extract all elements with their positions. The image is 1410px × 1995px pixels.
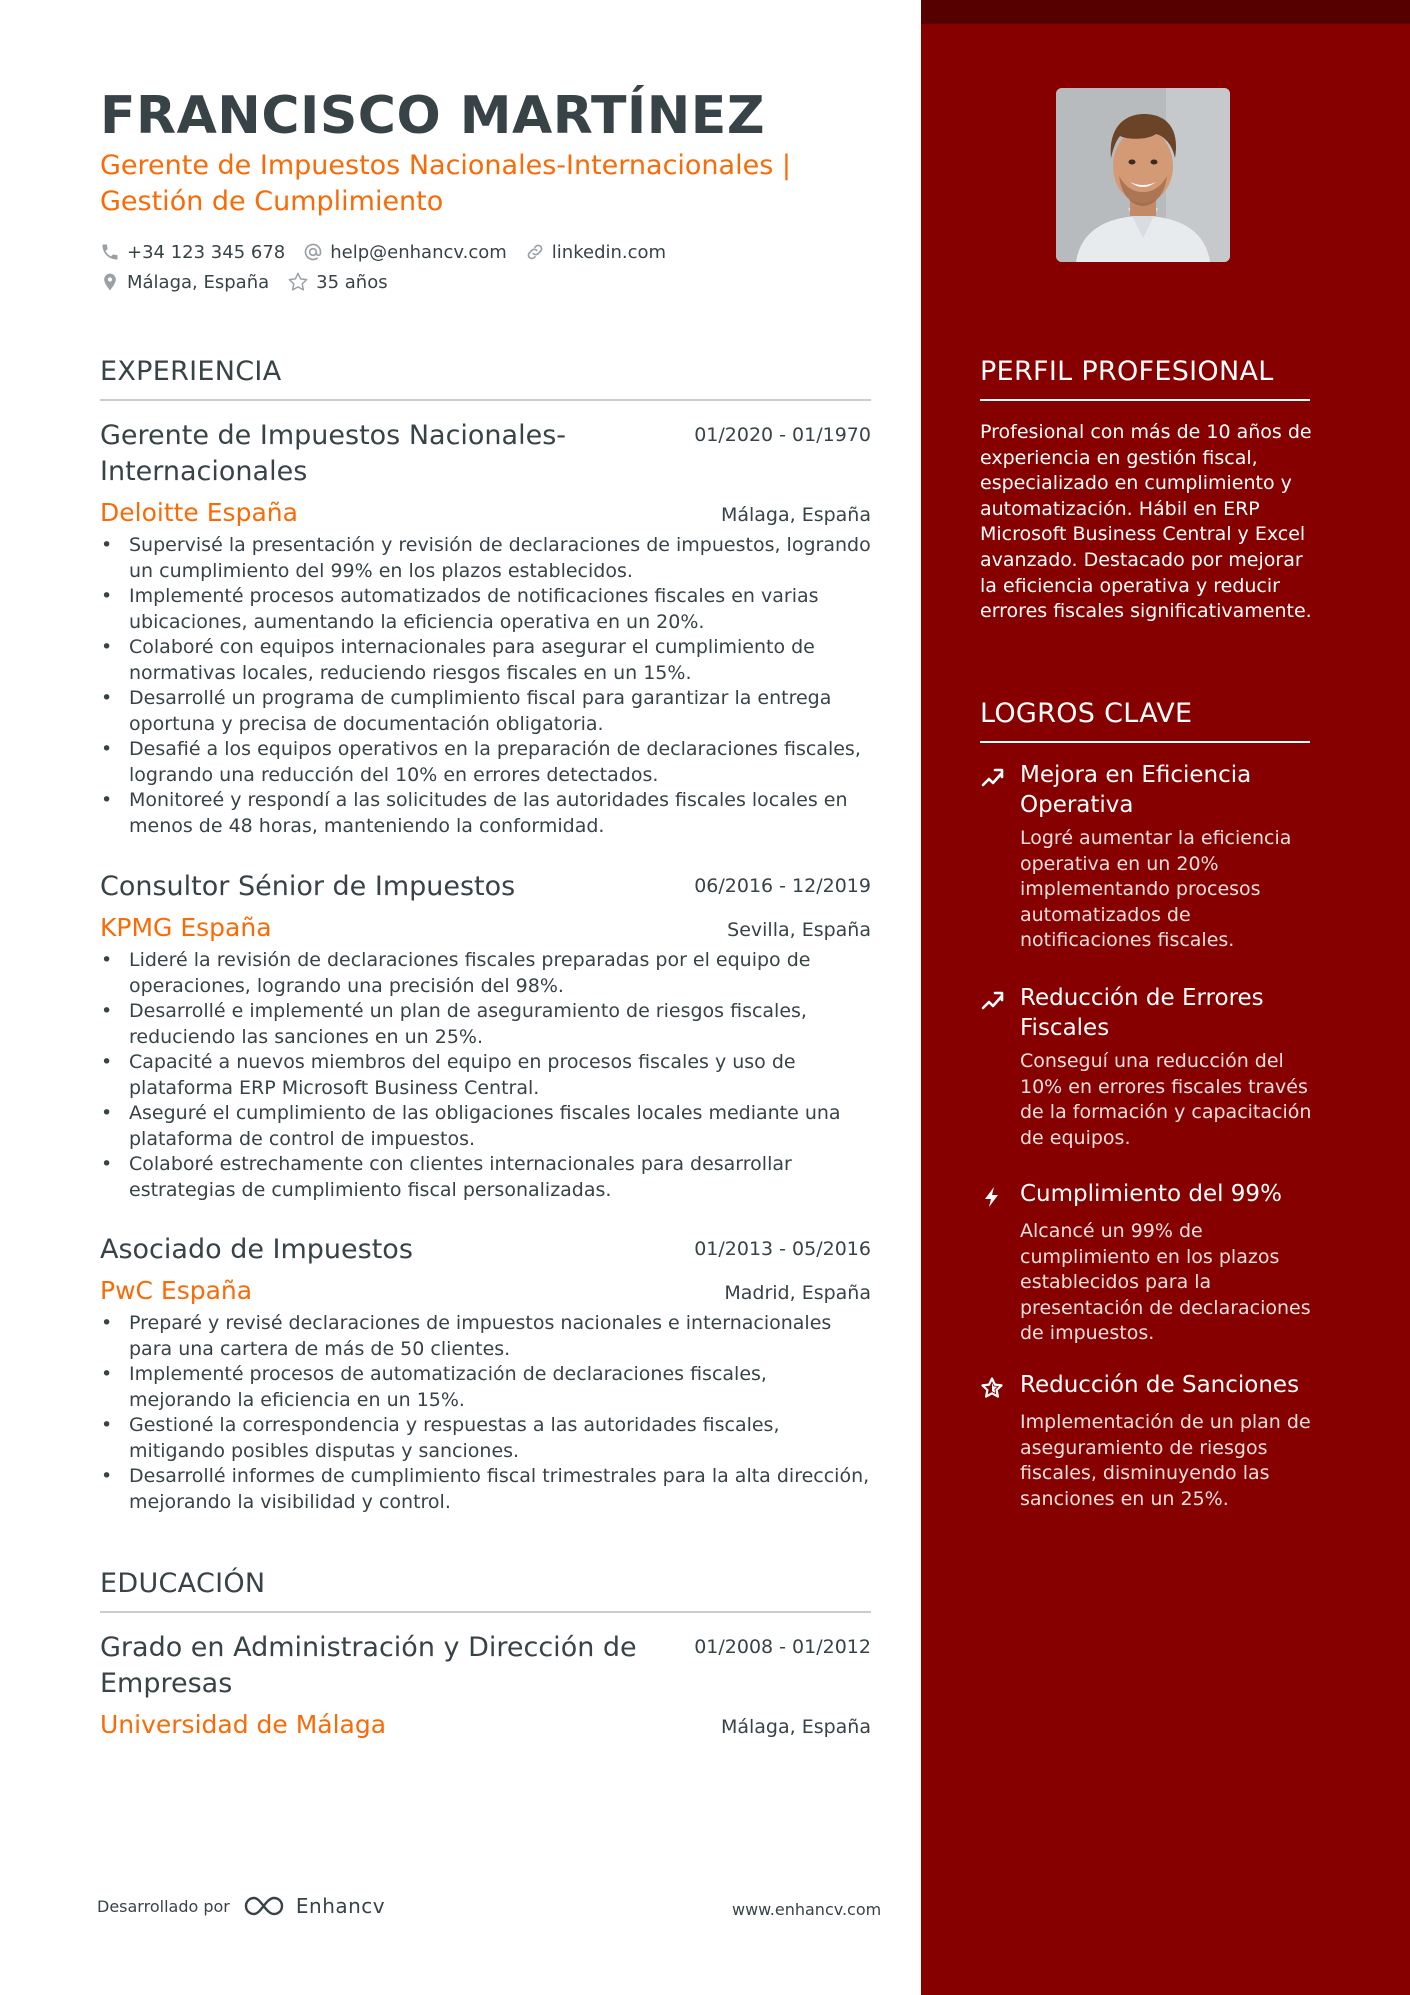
lightning-icon (980, 1185, 1004, 1209)
achievement-title: Reducción de Sanciones (1020, 1372, 1300, 1398)
contact-info (100, 237, 860, 297)
job-entry (100, 1232, 871, 1515)
profile-section-title: PERFIL PROFESIONAL (980, 356, 1310, 401)
contact-phone[interactable] (100, 242, 285, 263)
achievement-title: Cumplimiento del 99% (1020, 1181, 1282, 1207)
achievements-section-title: LOGROS CLAVE (980, 698, 1310, 743)
at-icon (303, 242, 323, 262)
education-entry (100, 1630, 871, 1739)
achievement-description: Conseguí una reducción del 10% en errores fiscales través de la formación y capacitación de equipos. (1020, 1050, 1312, 1149)
job-title: Gerente de Impuestos Nacionales-Internacionales (100, 420, 567, 487)
job-title: Consultor Sénior de Impuestos (100, 871, 516, 902)
phone-icon (100, 242, 120, 262)
link-icon (525, 242, 545, 262)
bullet-item: • Preparé y revisé declaraciones de impuestos nacionales e internacionales para una cartera de más de 50 clientes. (100, 1311, 871, 1362)
bullet-item: • Desarrollé un programa de cumplimiento fiscal para garantizar la entrega oportuna y precisa de documentación obligatoria. (100, 686, 871, 737)
job-location: Sevilla, España (727, 919, 871, 941)
bullet-item: • Gestioné la correspondencia y respuestas a las autoridades fiscales, mitigando posibles disputas y sanciones. (100, 1413, 871, 1464)
experience-section-title: EXPERIENCIA (100, 356, 871, 401)
bullet-item: • Desarrollé e implementé un plan de aseguramiento de riesgos fiscales, reduciendo las sanciones en un 25%. (100, 999, 871, 1050)
location-pin-icon (100, 272, 120, 292)
job-title: Asociado de Impuestos (100, 1234, 413, 1265)
avatar-illustration (1056, 88, 1230, 262)
star-outline-icon (287, 271, 309, 293)
growth-arrow-icon (980, 766, 1004, 790)
footer-branding (97, 1893, 385, 1919)
job-location: Málaga, España (720, 504, 871, 526)
achievement-title: Mejora en Eficiencia Operativa (1020, 762, 1252, 818)
company-name: KPMG España (100, 913, 272, 942)
candidate-headline: Gerente de Impuestos Nacionales-Internacionales | Gestión de Cumplimiento (100, 150, 791, 217)
bullet-item: • Desarrollé informes de cumplimiento fiscal trimestrales para la alta dirección, mejorando la visibilidad y control. (100, 1464, 871, 1515)
website-text: linkedin.com (551, 241, 667, 263)
sidebar-top-band (921, 0, 1410, 24)
job-entry (100, 869, 871, 1203)
location-text: Málaga, España (127, 271, 270, 293)
achievement-item (980, 1179, 1320, 1347)
powered-by-text: Desarrollado por (97, 1896, 230, 1916)
bullet-item: • Colaboré estrechamente con clientes internacionales para desarrollar estrategias de cumplimiento fiscal personalizadas. (100, 1152, 871, 1203)
school-name: Universidad de Málaga (100, 1710, 387, 1739)
education-section-title: EDUCACIÓN (100, 1568, 871, 1613)
job-dates: 06/2016 - 12/2019 (694, 875, 871, 897)
bullet-item: • Implementé procesos de automatización de declaraciones fiscales, mejorando la eficiencia en un 15%. (100, 1362, 871, 1413)
email-text: help@enhancv.com (330, 241, 507, 263)
company-name: PwC España (100, 1276, 253, 1305)
footer-url[interactable]: www.enhancv.com (732, 1900, 882, 1919)
star-icon (980, 1376, 1004, 1400)
growth-arrow-icon (980, 989, 1004, 1013)
contact-age (287, 271, 387, 293)
bullet-item: • Supervisé la presentación y revisión de declaraciones de impuestos, logrando un cumplimiento del 99% en los plazos establecidos. (100, 533, 871, 584)
bullet-item: • Lideré la revisión de declaraciones fiscales preparadas por el equipo de operaciones, logrando una precisión del 98%. (100, 948, 871, 999)
bullet-item: • Implementé procesos automatizados de notificaciones fiscales en varias ubicaciones, aumentando la eficiencia operativa en un 20%. (100, 584, 871, 635)
contact-email[interactable] (303, 242, 507, 263)
achievement-item (980, 983, 1320, 1151)
education-dates: 01/2008 - 01/2012 (694, 1636, 871, 1658)
bullet-item: • Colaboré con equipos internacionales para asegurar el cumplimiento de normativas locales, reduciendo riesgos fiscales en un 15%. (100, 635, 871, 686)
bullet-item: • Desafié a los equipos operativos en la preparación de declaraciones fiscales, logrando una reducción del 10% en errores detectados. (100, 737, 871, 788)
achievement-item (980, 1370, 1320, 1512)
candidate-name: FRANCISCO MARTÍNEZ (100, 86, 766, 146)
company-name: Deloitte España (100, 498, 298, 527)
profile-summary: Profesional con más de 10 años de experiencia en gestión fiscal, especializado en cumplimiento y automatización. Hábil en ERP Microsoft Business Central y Excel avanzado. Destacado por mejorar la eficiencia operativa y reducir errores fiscales significativamente. (980, 421, 1312, 623)
achievement-item (980, 760, 1320, 954)
job-bullets (100, 948, 871, 1203)
contact-website[interactable] (525, 242, 666, 263)
job-bullets (100, 533, 871, 839)
profile-photo (1056, 88, 1230, 262)
job-dates: 01/2020 - 01/1970 (694, 424, 871, 446)
bullet-item: • Aseguré el cumplimiento de las obligaciones fiscales locales mediante una plataforma de control de impuestos. (100, 1101, 871, 1152)
job-entry (100, 418, 871, 839)
enhancv-logo-icon (242, 1893, 290, 1919)
age-text: 35 años (316, 271, 388, 293)
job-bullets (100, 1311, 871, 1515)
achievement-title: Reducción de Errores Fiscales (1020, 985, 1264, 1041)
phone-text: +34 123 345 678 (127, 241, 286, 263)
job-dates: 01/2013 - 05/2016 (694, 1238, 871, 1260)
contact-location (100, 272, 269, 293)
bullet-item: • Monitoreé y respondí a las solicitudes de las autoridades fiscales locales en menos de 48 horas, manteniendo la conformidad. (100, 788, 871, 839)
degree-title: Grado en Administración y Dirección de Empresas (100, 1632, 637, 1699)
brand-name: Enhancv (295, 1894, 386, 1918)
achievement-description: Alcancé un 99% de cumplimiento en los plazos establecidos para la presentación de declaraciones de impuestos. (1020, 1220, 1311, 1345)
achievement-description: Implementación de un plan de aseguramiento de riesgos fiscales, disminuyendo las sanciones en un 25%. (1020, 1411, 1311, 1510)
job-location: Madrid, España (724, 1282, 871, 1304)
bullet-item: • Capacité a nuevos miembros del equipo en procesos fiscales y uso de plataforma ERP Microsoft Business Central. (100, 1050, 871, 1101)
achievement-description: Logré aumentar la eficiencia operativa en un 20% implementando procesos automatizados de notificaciones fiscales. (1020, 827, 1292, 952)
school-location: Málaga, España (720, 1716, 871, 1738)
